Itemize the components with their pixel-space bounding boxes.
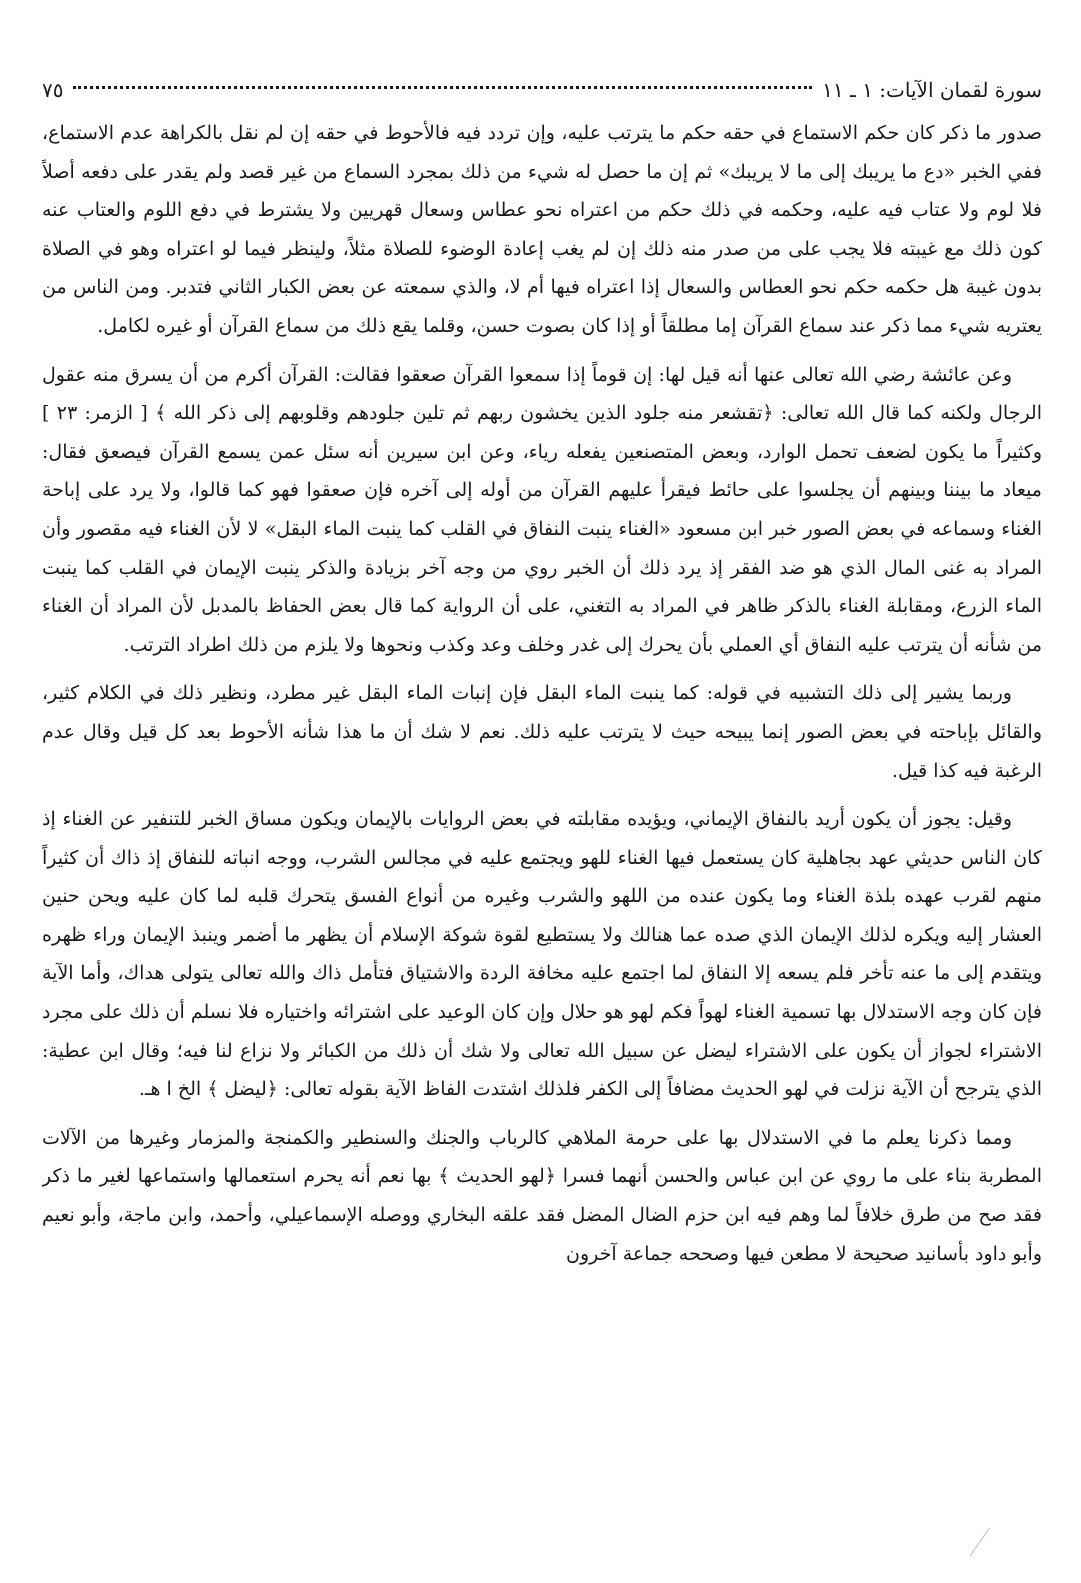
running-title: سورة لقمان الآيات: ١ ـ ١١ (822, 78, 1042, 102)
paragraph: وقيل: يجوز أن يكون أريد بالنفاق الإيماني، ويؤيده مقابلته في بعض الروايات بالإيمان ويكون مساق الخبر للتنفير عن الغناء إذ كان الناس حديثي عهد بجاهلية كان يستعمل فيها الغناء للهو ويجتمع عليه في مجالس الشرب، ووجه انباته للنفاق إذ ذاك أن كثيراً منهم لقرب عهده بلذة الغناء وما يكون عنده من اللهو والشرب وغيره من أنواع الفسق يتحرك قلبه لما كان عليه ويحن حنين العشار إليه ويكره لذلك الإيمان الذي صده عما هنالك ولا يستطيع لقوة شوكة الإسلام أن يظهر ما أضمر وينبذ الإيمان وراء ظهره ويتقدم إلى ما عنه تأخر فلم يسعه إلا النفاق لما اجتمع عليه مخافة الردة والاشتياق فتأمل ذاك والله تعالى يتولى هداك، وأما الآية فإن كان وجه الاستدلال بها تسمية الغناء لهواً فكم لهو هو حلال وإن كان الوعيد على اشترائه واختياره فلا نسلم أن ذلك على مجرد الاشتراء لجواز أن يكون على الاشتراء ليضل عن سبيل الله تعالى ولا شك أن ذلك من الكبائر ولا نزاع لنا فيه؛ وقال ابن عطية: الذي يترجح أن الآية نزلت في لهو الحديث مضافاً إلى الكفر فلذلك اشتدت الفاظ الآية بقوله تعالى: ﴿ليضل ﴾ الخ ا هـ. (42, 808, 1042, 1101)
body-text (42, 114, 1042, 1273)
paragraph: صدور ما ذكر كان حكم الاستماع في حقه حكم ما يترتب عليه، وإن تردد فيه فالأحوط في حقه إن لم نقل بالكراهة عدم الاستماع، ففي الخبر «دع ما يريبك إلى ما لا يريبك» ثم إن ما حصل له شيء من ذلك بمجرد السماع من غير قصد ولم يقدر على دفعه أصلاً فلا لوم ولا عتاب فيه عليه، وحكمه في ذلك حكم من اعتراه نحو عطاس وسعال قهريين ولا يشترط في دفع اللوم والعتاب عنه كون ذلك مع غيبته فلا يجب على من صدر منه ذلك إن لم يغب إعادة الوضوء للصلاة مثلاً، ولينظر فيما لو اعتراه وهو في الصلاة بدون غيبة هل حكمه حكم نحو العطاس والسعال إذا اعتراه فيها أم لا، والذي سمعته عن بعض الكبار الثاني فتدبر. ومن الناس من يعتريه شيء مما ذكر عند سماع القرآن إما مطلقاً أو إذا كان بصوت حسن، وقلما يقع ذلك من سماع القرآن أو غيره لكامل. (42, 122, 1042, 337)
paragraph: ومما ذكرنا يعلم ما في الاستدلال بها على حرمة الملاهي كالرباب والجنك والسنطير والكمنجة والمزمار وغيرها من الآلات المطربة بناء على ما روي عن ابن عباس والحسن أنهما فسرا ﴿لهو الحديث ﴾ بها نعم أنه يحرم استعمالها واستماعها لغير ما ذكر فقد صح من طرق خلافاً لما وهم فيه ابن حزم الضال المضل فقد علقه البخاري ووصله الإسماعيلي، وأحمد، وابن ماجة، وأبو نعيم وأبو داود بأسانيد صحيحة لا مطعن فيها وصححه جماعة آخرون (42, 1126, 1042, 1265)
page-number: ٧٥ (42, 78, 64, 102)
leader-dots (73, 86, 812, 89)
paragraph: وعن عائشة رضي الله تعالى عنها أنه قيل لها: إن قوماً إذا سمعوا القرآن صعقوا فقالت: القرآن أكرم من أن يسرق منه عقول الرجال ولكنه كما قال الله تعالى: ﴿تقشعر منه جلود الذين يخشون ربهم ثم تلين جلودهم وقلوبهم إلى ذكر الله ﴾ [ الزمر: ٢٣ ] وكثيراً ما يكون لضعف تحمل الوارد، وبعض المتصنعين يفعله رياء، وعن ابن سيرين أنه سئل عمن يسمع القرآن فيصعق فقال: ميعاد ما بيننا وبينهم أن يجلسوا على حائط فيقرأ عليهم القرآن من أوله إلى آخره فإن صعقوا فهو كما قالوا، ولا يرد على إباحة الغناء وسماعه في بعض الصور خبر ابن مسعود «الغناء ينبت النفاق في القلب كما ينبت الماء البقل» لا لأن الغناء فيه مقصور وأن المراد به غنى المال الذي هو ضد الفقر إذ يرد ذلك أن الخبر روي من وجه آخر بزيادة والذكر ينبت الإيمان في القلب كما ينبت الماء الزرع، ومقابلة الغناء بالذكر ظاهر في المراد به التغني، على أن الرواية كما قال بعض الحفاظ بالمدبل لأن المراد أن الغناء من شأنه أن يترتب عليه النفاق أي العملي بأن يحرك إلى غدر وخلف وعد وكذب ونحوها ولا يلزم من ذلك اطراد الترتب. (42, 363, 1042, 656)
paragraph: وربما يشير إلى ذلك التشبيه في قوله: كما ينبت الماء البقل فإن إنبات الماء البقل غير مطرد، ونظير ذلك في الكلام كثير، والقائل بإباحته في بعض الصور إنما يبيحه حيث لا يترتب عليه ذلك. نعم لا شك أن ما هذا شأنه الأحوط بعد كل قيل وقال عدم الرغبة فيه كذا قيل. (42, 682, 1042, 782)
running-header (42, 70, 1042, 114)
book-page (42, 70, 1042, 1560)
